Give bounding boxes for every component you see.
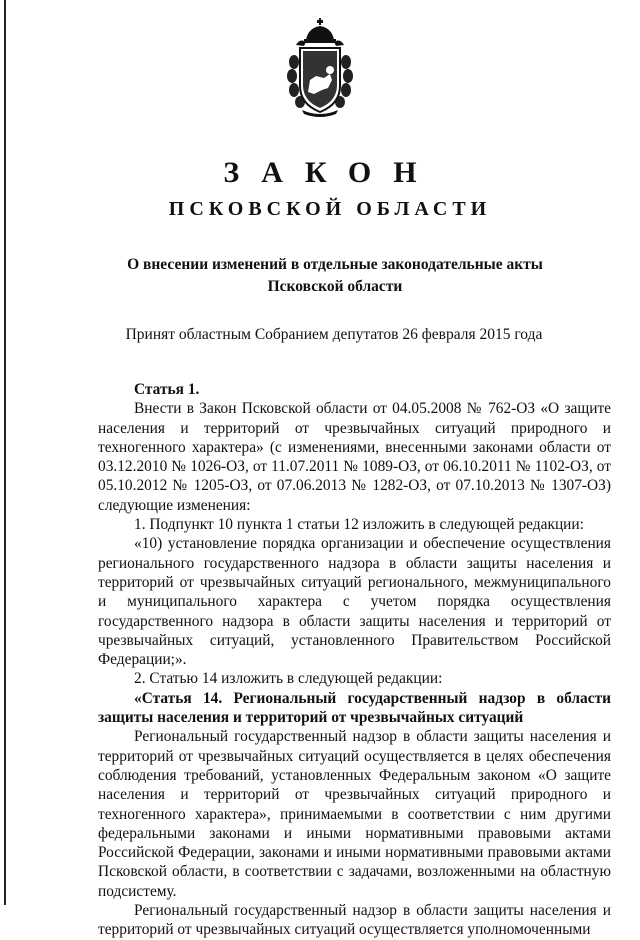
document-body: [98, 380, 611, 940]
item-1: 1. Подпункт 10 пункта 1 статьи 12 изложить в следующей редакции:: [134, 516, 584, 534]
adoption-note: Принят областным Собранием депутатов 26 февраля 2015 года: [125, 326, 543, 343]
page-edge: [4, 0, 6, 905]
article-14-paragraph-1: Региональный государственный надзор в области защиты населения и территорий от чрезвычайных ситуаций осуществляется в целях обеспечения соблюдения требований, установленных Федеральным законом «О защите населения и территорий от чрезвычайных ситуаций природного и техногенного характера», принимаемыми в соответствии с ним другими федеральными законами и иными нормативными правовыми актами Российской Федерации, законами и иными нормативными правовыми актами Псковской области, в соответствии с задачами, возложенными на областную подсистему.: [98, 728, 611, 900]
subject-line-2: Псковской области: [267, 278, 403, 295]
item-1-text: «10) установление порядка организации и обеспечение осуществления регионального государственного надзора в области защиты населения и территорий от чрезвычайных ситуаций регионального, межмуниципального и муниципального характера с учетом порядка осуществления государственного надзора в области защиты населения и территорий от чрезвычайных ситуаций, установленного Правительством Российской Федерации;».: [98, 535, 611, 669]
document-title: ЗАКОН: [223, 156, 439, 189]
article-1-intro: Внести в Закон Псковской области от 04.05.2008 № 762-ОЗ «О защите населения и территорий от чрезвычайных ситуаций природного и техногенного характера» (с изменениями, внесенными законами области от 03.12.2010 № 1026-ОЗ, от 11.07.2011 № 1089-ОЗ, от 06.10.2011 № 1102-ОЗ, от 05.10.2012 № 1205-ОЗ, от 07.06.2013 № 1282-ОЗ, от 07.10.2013 № 1307-ОЗ) следующие изменения:: [98, 400, 611, 514]
document-subtitle: ПСКОВСКОЙ ОБЛАСТИ: [168, 198, 492, 220]
coat-of-arms-icon: [286, 18, 354, 118]
article-14-paragraph-2: Региональный государственный надзор в области защиты населения и территорий от чрезвычайных ситуаций осуществляется уполномоченными: [98, 902, 611, 939]
article-1-heading: Статья 1.: [134, 381, 200, 398]
law-subject: [100, 254, 570, 298]
item-2: 2. Статью 14 изложить в следующей редакции:: [134, 670, 443, 688]
subject-line-1: О внесении изменений в отдельные законодательные акты: [127, 256, 543, 273]
article-14-heading: «Статья 14. Региональный государственный надзор в области защиты населения и территорий от чрезвычайных ситуаций: [98, 689, 611, 727]
